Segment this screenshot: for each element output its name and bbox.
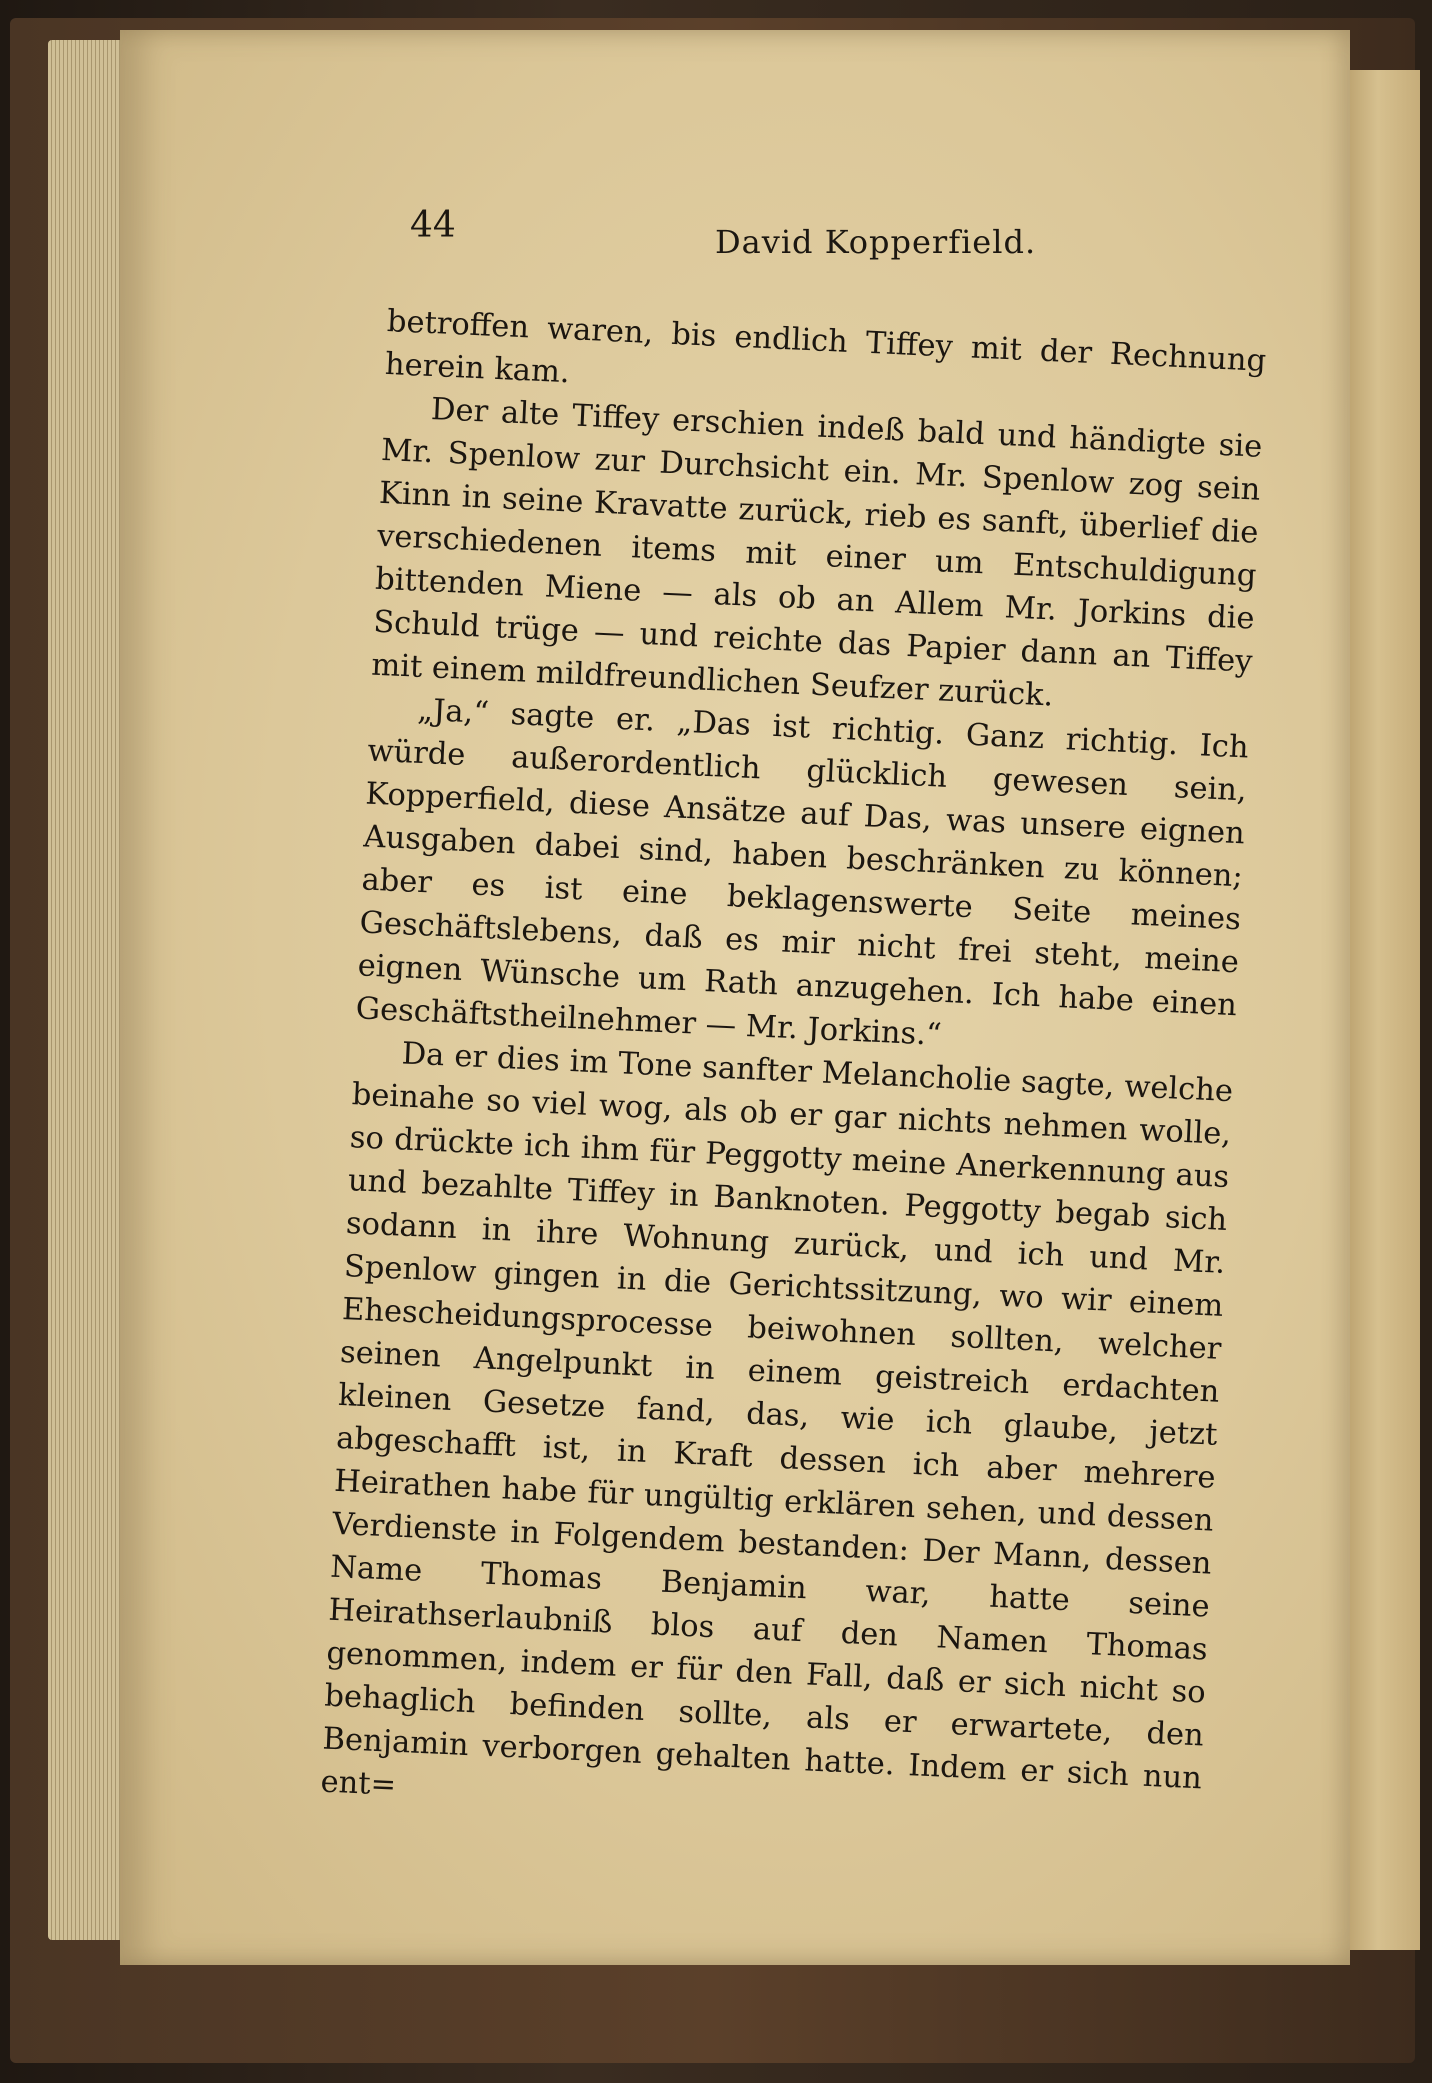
paragraph: Da er dies im Tone sanfter Melancholie sagte, welche beinahe so viel wog, als ob er gar nichts nehmen wolle, so drückte ich ihm für Peggotty meine Anerkennung aus und bezahlte Tiffey in Banknoten. Peggotty begab sich sodann in ihre Wohnung zurück, und ich und Mr. Spenlow gingen in die Gerichtssitzung, wo wir einem Ehescheidungsprocesse beiwohnen sollten, welcher seinen Angelpunkt in einem geistreich erdachten kleinen Gesetze fand, das, wie ich glaube, jetzt abgeschafft ist, in Kraft dessen ich aber mehrere Heirathen habe für ungültig erklären sehen, und dessen Verdienste in Folgendem bestanden: Der Mann, dessen Name Thomas Benjamin war, hatte seine Heirathserlaubniß blos auf den Namen Thomas genommen, indem er für den Fall, daß er sich nicht so behaglich befinden sollte, als er erwartete, den Benjamin verborgen gehalten hatte. Indem er sich nun ent= (319, 1036, 1234, 1803)
paragraph: „Ja,“ sagte er. „Das ist richtig. Ganz richtig. Ich würde außerordentlich glücklich gewesen sein, Kopperfield, diese Ansätze auf Das, was unsere eignen Ausgaben dabei sind, haben beschränken zu können; aber es ist eine beklagenswerte Seite meines Geschäftslebens, daß es mir nicht frei steht, meine eignen Wünsche um Rath anzugehen. Ich habe einen Geschäftstheilnehmer — Mr. Jorkins.“ (355, 692, 1250, 1053)
paragraph: Der alte Tiffey erschien indeß bald und händigte sie Mr. Spenlow zur Durchsicht ein. Mr. Spenlow zog sein Kinn in seine Kravatte zurück, rieb es sanft, überlief die verschiedenen items mit einer um Entschuldigung bittenden Miene — als ob an Allem Mr. Jorkins die Schuld trüge — und reichte das Papier dann an Tiffey mit einem mildfreundlichen Seufzer zurück. (370, 392, 1264, 714)
page-number: 44 (410, 205, 456, 246)
facing-page-edge (1350, 70, 1420, 1950)
paragraph: betroffen waren, bis endlich Tiffey mit der Rechnung herein kam. (384, 303, 1267, 391)
body-text (320, 300, 1267, 1843)
running-title: David Kopperfield. (715, 223, 1037, 261)
